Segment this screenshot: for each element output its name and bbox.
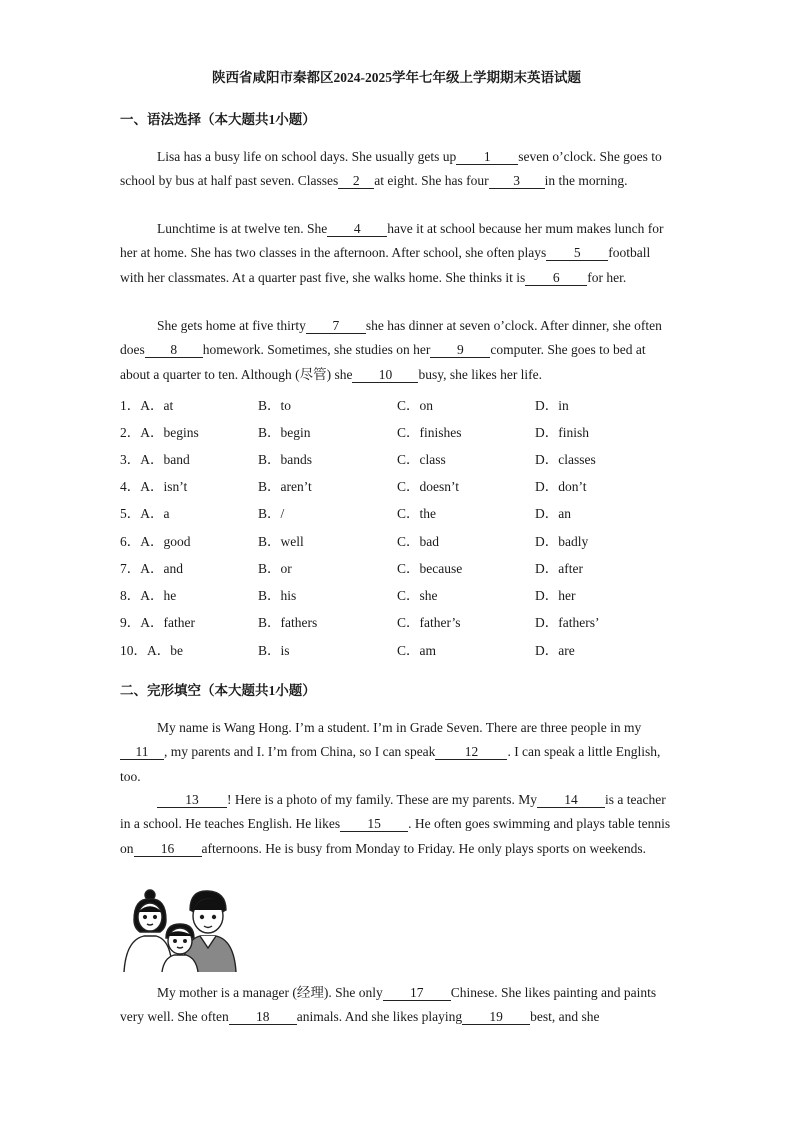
- question-options-10: 10．A．be B．is C．am D．are: [120, 643, 575, 658]
- question-options-5: 5．A．a B．/ C．the D．an: [120, 506, 571, 521]
- blank-9: 9: [430, 342, 490, 358]
- blank-7: 7: [306, 318, 366, 334]
- question-options-1: 1．A．at B．to C．on D．in: [120, 398, 569, 413]
- page-title: 陕西省咸阳市秦都区2024-2025学年七年级上学期期末英语试题: [212, 70, 581, 85]
- section1-paragraph-1: Lisa has a busy life on school days. She usually gets up 1 seven o’clock. She goes to school by bus at half past seven. Classes 2 at eight. She has four 3 in the morning.: [120, 149, 662, 189]
- blank-10: 10: [352, 367, 418, 383]
- blank-15: 15: [340, 816, 408, 832]
- section2-paragraph-2: 13 ! Here is a photo of my family. These are my parents. My 14 is a teacher in a school. He teaches English. He likes 15 . He often goes swimming and plays table tennis on 16 afternoons. He is busy from Monday to Friday. He only plays sports on weekends.: [120, 792, 671, 856]
- section1-paragraph-2: Lunchtime is at twelve ten. She 4 have it at school because her mum makes lunch for her at home. She has two classes in the afternoon. After school, she often plays 5 football with her classmates. At a quarter past five, she walks home. She thinks it is 6 for her.: [120, 221, 664, 285]
- blank-6: 6: [525, 270, 587, 286]
- blank-3: 3: [489, 173, 545, 189]
- question-options-3: 3．A．band B．bands C．class D．classes: [120, 452, 596, 467]
- blank-18: 18: [229, 1009, 297, 1025]
- blank-13: 13: [157, 792, 227, 808]
- blank-11: 11: [120, 744, 164, 760]
- question-options-8: 8．A．he B．his C．she D．her: [120, 588, 576, 603]
- question-options-2: 2．A．begins B．begin C．finishes D．finish: [120, 425, 589, 440]
- section1-heading: 一、语法选择（本大题共1小题）: [120, 112, 316, 127]
- blank-5: 5: [546, 245, 608, 261]
- question-options-9: 9．A．father B．fathers C．father’s D．fathers’: [120, 615, 600, 630]
- section2-heading: 二、完形填空（本大题共1小题）: [120, 683, 316, 698]
- section1-paragraph-3: She gets home at five thirty 7 she has dinner at seven o’clock. After dinner, she often does 8 homework. Sometimes, she studies on her 9 computer. She goes to bed at about a quarter to ten. Although (尽管) she 10 busy, she likes her life.: [120, 318, 662, 382]
- blank-14: 14: [537, 792, 605, 808]
- family-photo-illustration: [120, 888, 240, 972]
- question-options-4: 4．A．isn’t B．aren’t C．doesn’t D．don’t: [120, 479, 587, 494]
- blank-4: 4: [327, 221, 387, 237]
- section2-paragraph-1: My name is Wang Hong. I’m a student. I’m in Grade Seven. There are three people in my11 , my parents and I. I’m from China, so I can speak 12 . I can speak a little English, too.: [120, 720, 661, 784]
- question-options-7: 7．A．and B．or C．because D．after: [120, 561, 583, 576]
- section2-paragraph-3: My mother is a manager (经理). She only 17 Chinese. She likes painting and paints very well. She often 18 animals. And she likes playing 19 best, and she: [120, 985, 657, 1025]
- question-options-6: 6．A．good B．well C．bad D．badly: [120, 534, 589, 549]
- blank-1: 1: [456, 149, 518, 165]
- blank-16: 16: [134, 841, 202, 857]
- blank-19: 19: [462, 1009, 530, 1025]
- blank-2: 2: [338, 173, 374, 189]
- blank-17: 17: [383, 985, 451, 1001]
- blank-12: 12: [435, 744, 507, 760]
- blank-8: 8: [145, 342, 203, 358]
